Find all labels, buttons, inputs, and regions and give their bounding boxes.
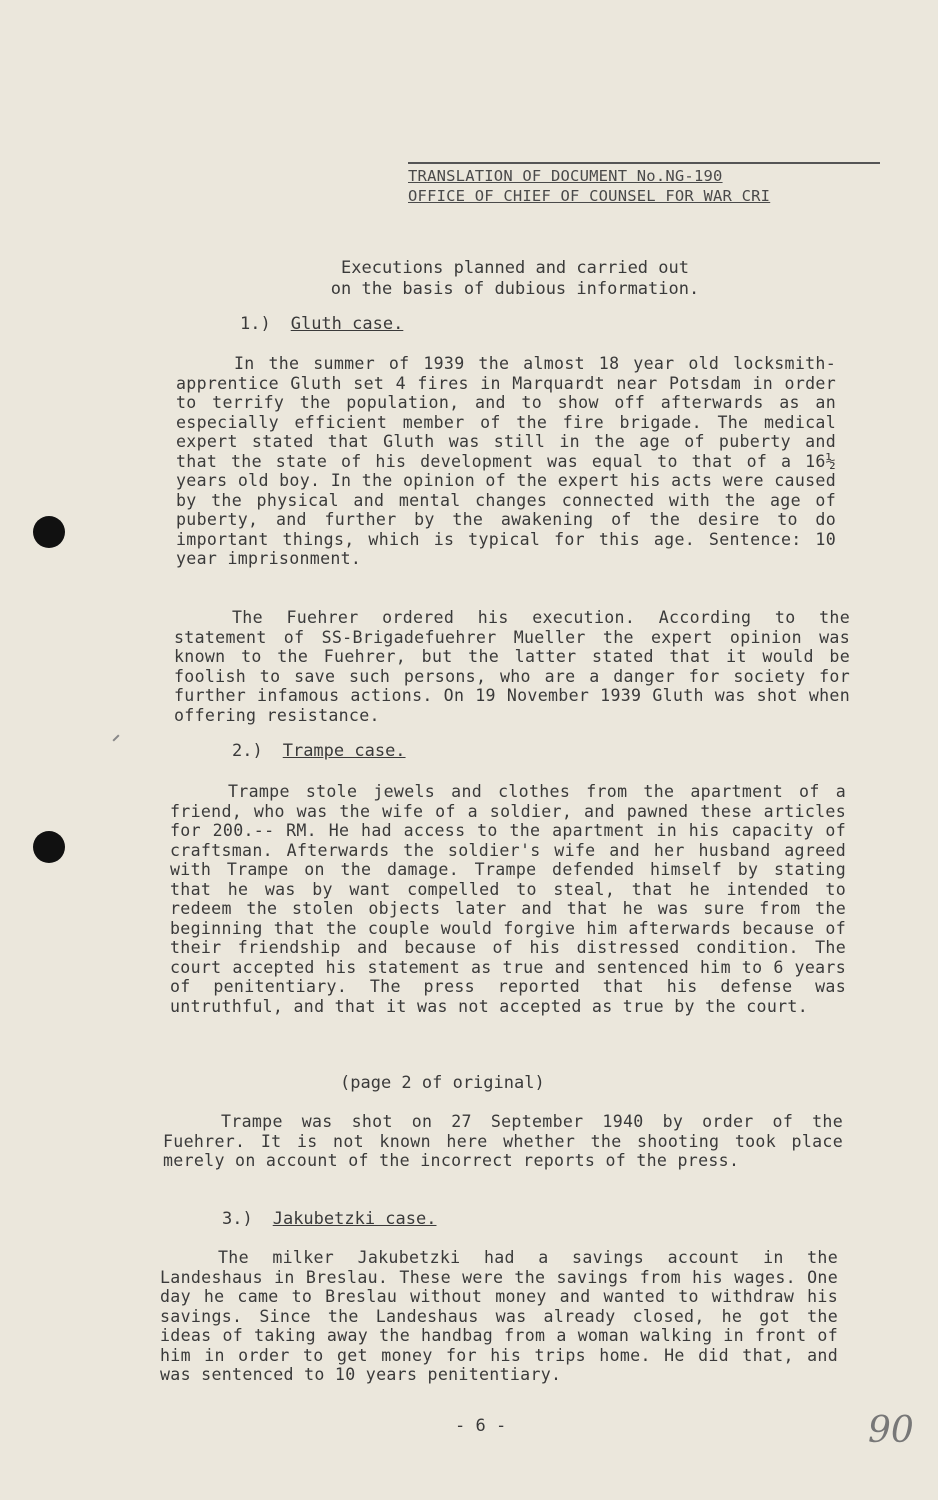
page-note: (page 2 of original) <box>340 1073 545 1093</box>
punch-hole-top <box>33 516 65 548</box>
title-line-2: on the basis of dubious information. <box>330 279 700 299</box>
document-title <box>180 258 850 300</box>
case-2-heading <box>232 741 406 761</box>
case-3-paragraph-1: The milker Jakubetzki had a savings account in the Landeshaus in Breslau. These were the savings from his wages. One day he came to Breslau without money and wanted to withdraw his savings. Since the Landeshaus was already closed, he got the ideas of taking away the handbag from a woman walking in front of him in order to get money for his trips home. He did that, and was sentenced to 10 years penitentiary. <box>160 1248 838 1384</box>
document-header <box>408 162 880 206</box>
case-2-paragraph-2: Trampe was shot on 27 September 1940 by order of the Fuehrer. It is not known here whether the shooting took place merely on account of the incorrect reports of the press. <box>163 1112 843 1170</box>
case-1-paragraph-2: The Fuehrer ordered his execution. According to the statement of SS-Brigadefuehrer Mueller the expert opinion was known to the Fuehrer, but the latter stated that it would be foolish to save such persons, who are a danger for society for further infamous actions. On 19 November 1939 Gluth was shot when offering resistance. <box>174 608 850 725</box>
case-2-name: Trampe case. <box>282 741 406 761</box>
case-1-paragraph-1: In the summer of 1939 the almost 18 year old locksmith-apprentice Gluth set 4 fires in Marquardt near Potsdam in order to terrify the population, and to show off afterwards as an especially efficient member of the fire brigade. The medical expert stated that Gluth was still in the age of puberty and that the state of his development was equal to that of a 16½ years old boy. In the opinion of the expert his acts were caused by the physical and mental changes connected with the age of puberty, and further by the awakening of the desire to do important things, which is typical for this age. Sentence: 10 year imprisonment. <box>176 354 836 568</box>
case-1-name: Gluth case. <box>290 314 404 334</box>
punch-hole-bottom <box>33 831 65 863</box>
stray-mark <box>112 734 119 741</box>
case-2-number: 2.) <box>232 741 263 761</box>
header-line-1: TRANSLATION OF DOCUMENT No.NG-190 <box>408 167 723 185</box>
case-3-heading <box>222 1209 436 1229</box>
title-line-1: Executions planned and carried out <box>341 258 689 278</box>
case-2-paragraph-1: Trampe stole jewels and clothes from the apartment of a friend, who was the wife of a soldier, and pawned these articles for 200.-- RM. He had access to the apartment in his capacity of craftsman. Afterwards the soldier's wife and her husband agreed with Trampe on the damage. Trampe defended himself by stating that he was by want compelled to steal, that he intended to redeem the stolen objects later and that he was sure from the beginning that the couple would forgive him afterwards because of their friendship and because of his distressed condition. The court accepted his statement as true and sentenced him to 6 years of penitentiary. The press reported that his defense was untruthful, and that it was not accepted as true by the court. <box>170 782 846 1016</box>
page-number: - 6 - <box>455 1416 507 1436</box>
case-3-name: Jakubetzki case. <box>272 1209 437 1229</box>
header-line-2: OFFICE OF CHIEF OF COUNSEL FOR WAR CRI <box>408 187 771 205</box>
handwritten-number: 90 <box>868 1410 914 1451</box>
case-1-heading <box>240 314 403 334</box>
case-3-number: 3.) <box>222 1209 253 1229</box>
case-1-number: 1.) <box>240 314 271 334</box>
